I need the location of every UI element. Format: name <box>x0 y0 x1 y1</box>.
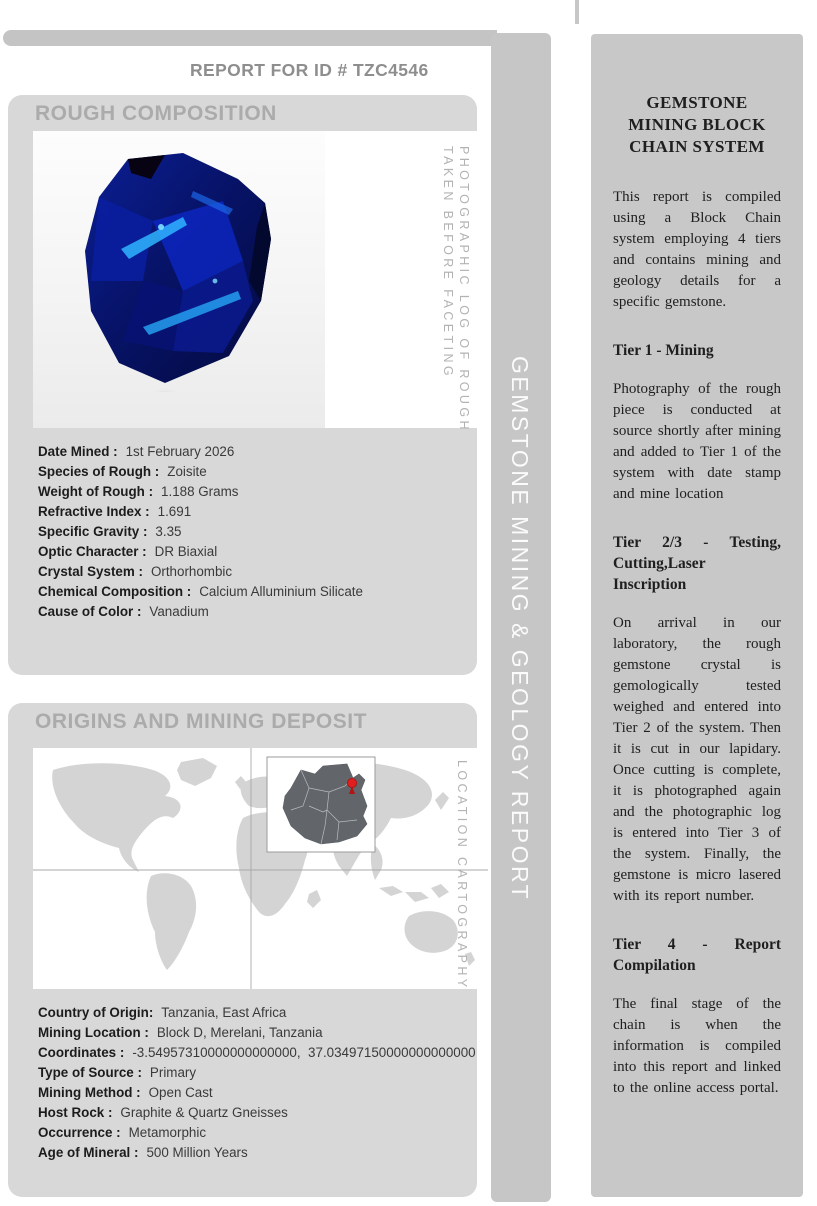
page-title: REPORT FOR ID # TZC4546 <box>190 60 429 80</box>
field-row <box>38 1103 488 1123</box>
field-label: Specific Gravity : <box>38 524 148 539</box>
field-value: Vanadium <box>149 604 209 619</box>
map-caption <box>454 760 470 991</box>
field-value: Metamorphic <box>128 1125 207 1140</box>
field-value: -3.54957310000000000000, 37.03497150000000000000 <box>132 1045 476 1060</box>
sidebar-title-line1: GEMSTONE <box>646 93 748 112</box>
field-label: Optic Character : <box>38 544 147 559</box>
field-row <box>38 602 488 622</box>
field-value: 500 Million Years <box>146 1145 248 1160</box>
rough-gemstone-image <box>33 131 325 428</box>
map-caption-line: LOCATION CARTOGRAPHY <box>455 760 469 991</box>
field-value: 1.691 <box>157 504 192 519</box>
field-label: Date Mined : <box>38 444 118 459</box>
field-label: Coordinates : <box>38 1045 125 1060</box>
field-row <box>38 1043 488 1063</box>
field-value: Tanzania, East Africa <box>161 1005 287 1020</box>
field-label: Chemical Composition : <box>38 584 192 599</box>
field-value: 1st February 2026 <box>125 444 235 459</box>
field-value: Primary <box>149 1065 197 1080</box>
field-label: Crystal System : <box>38 564 143 579</box>
field-label: Mining Method : <box>38 1085 141 1100</box>
page-divider-line <box>575 0 579 24</box>
field-value: Open Cast <box>148 1085 213 1100</box>
field-label: Host Rock : <box>38 1105 113 1120</box>
photo-caption <box>440 146 472 433</box>
sidebar-body-tier23: On arrival in our laboratory, the rough gemstone crystal is gemologically tested weighed and entered into Tier 2 of the system. Then it is cut in our lapidary. Once cutting is complete, it is photographed again and the photographic log is entered into Tier 3 of the system. Finally, the gemstone is micro lasered with its report number. <box>613 615 781 904</box>
rough-composition-title: ROUGH COMPOSITION <box>35 102 277 125</box>
rough-fields-list <box>38 442 488 622</box>
field-row <box>38 1003 488 1023</box>
field-label: Weight of Rough : <box>38 484 154 499</box>
field-label: Country of Origin: <box>38 1005 154 1020</box>
field-label: Type of Source : <box>38 1065 142 1080</box>
field-value: Block D, Merelani, Tanzania <box>156 1025 323 1040</box>
field-row <box>38 502 488 522</box>
field-label: Mining Location : <box>38 1025 149 1040</box>
sidebar-body-tier4: The final stage of the chain is when the information is compiled into this report and linked to the online access portal. <box>613 996 781 1096</box>
field-row <box>38 542 488 562</box>
field-label: Refractive Index : <box>38 504 150 519</box>
sidebar-intro: This report is compiled using a Block Chain system employing 4 tiers and contains mining and geology details for a specific gemstone. <box>613 189 781 310</box>
field-label: Cause of Color : <box>38 604 142 619</box>
photo-caption-line1: PHOTOGRAPHIC LOG OF ROUGH <box>457 146 471 433</box>
rough-photo-box <box>33 131 488 428</box>
field-label: Age of Mineral : <box>38 1145 139 1160</box>
field-row <box>38 1063 488 1083</box>
field-row <box>38 442 488 462</box>
sidebar-heading-tier23: Tier 2/3 - Testing, Cutting,Laser Inscription <box>613 534 781 593</box>
world-map-image <box>33 748 488 989</box>
field-value: Graphite & Quartz Gneisses <box>120 1105 288 1120</box>
sidebar-title-line3: CHAIN SYSTEM <box>629 137 765 156</box>
side-tab-label: GEMSTONE MINING & GEOLOGY REPORT <box>507 356 533 902</box>
top-frame-bar <box>3 30 497 46</box>
origins-fields-list <box>38 1003 488 1163</box>
field-row <box>38 1023 488 1043</box>
origins-title: ORIGINS AND MINING DEPOSIT <box>35 710 367 733</box>
gem-photo-stage <box>33 131 325 428</box>
tanzania-inset <box>267 757 375 852</box>
sidebar-body-tier1: Photography of the rough piece is conducted at source shortly after mining and added to Tier 1 of the system with date stamp and mine location <box>613 381 781 502</box>
blockchain-info-sidebar <box>591 34 803 1197</box>
field-row <box>38 562 488 582</box>
sidebar-title <box>613 92 781 158</box>
field-row <box>38 462 488 482</box>
sidebar-title-line2: MINING BLOCK <box>628 115 766 134</box>
field-value: DR Biaxial <box>154 544 218 559</box>
field-row <box>38 1143 488 1163</box>
field-label: Species of Rough : <box>38 464 160 479</box>
field-label: Occurrence : <box>38 1125 121 1140</box>
field-value: 1.188 Grams <box>161 484 239 499</box>
field-value: Zoisite <box>167 464 207 479</box>
field-value: 3.35 <box>155 524 182 539</box>
field-row <box>38 1083 488 1103</box>
sidebar-heading-tier1: Tier 1 - Mining <box>613 342 714 359</box>
field-value: Calcium Alluminium Silicate <box>199 584 363 599</box>
field-value: Orthorhombic <box>150 564 233 579</box>
field-row <box>38 1123 488 1143</box>
sidebar-heading-tier4: Tier 4 - Report Compilation <box>613 936 781 974</box>
field-row <box>38 582 488 602</box>
location-map <box>33 748 488 989</box>
field-row <box>38 482 488 502</box>
field-row <box>38 522 488 542</box>
photo-caption-line2: TAKEN BEFORE FACETING <box>441 146 455 379</box>
